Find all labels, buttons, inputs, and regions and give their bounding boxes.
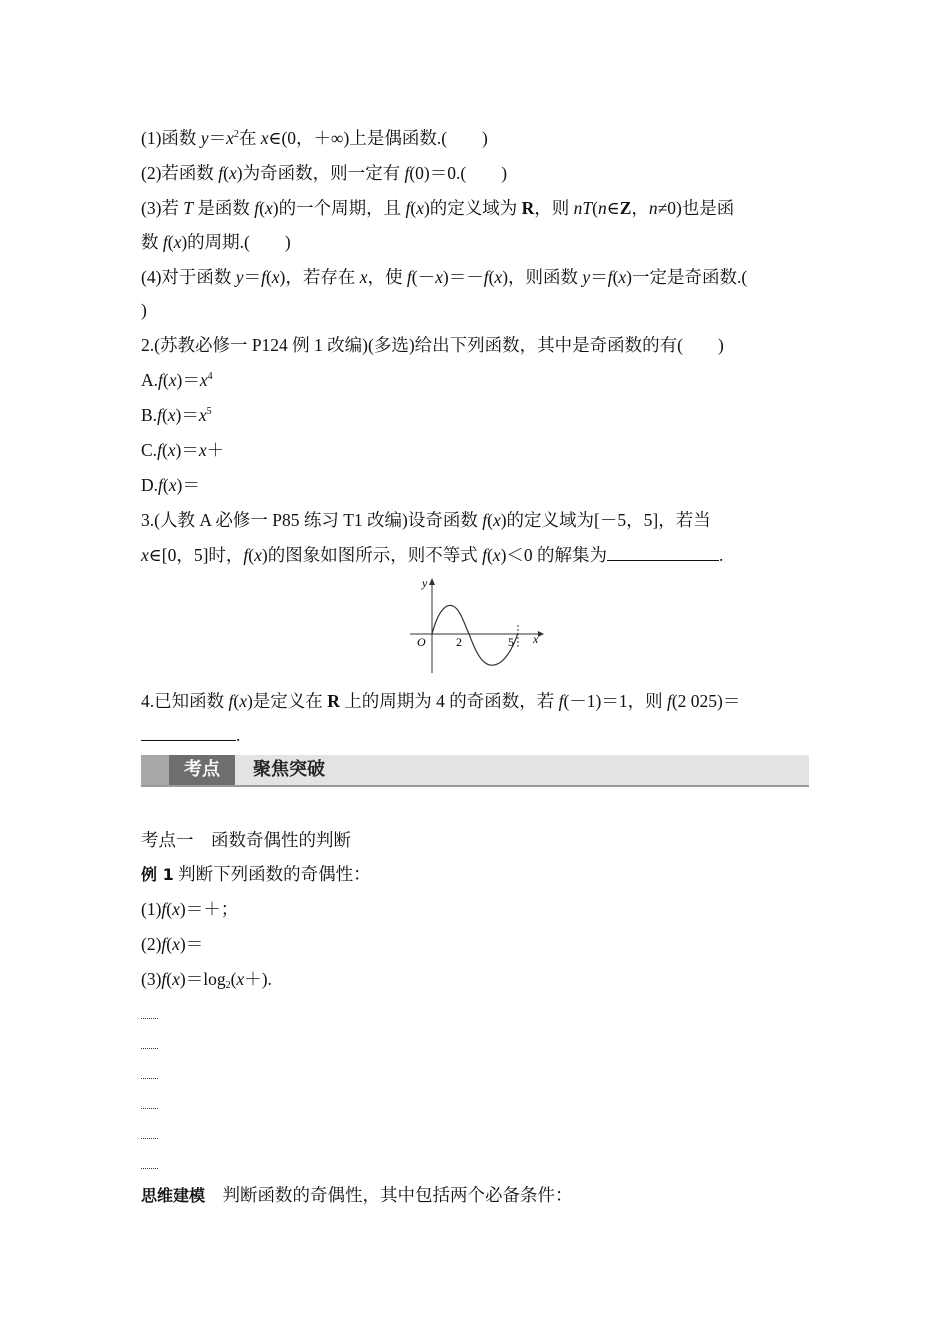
- q1-item-3-line2: 数 f(x)的周期.( ): [141, 232, 291, 252]
- y-axis-label: y: [422, 576, 428, 590]
- q1-item-1: (1)函数 $y=x^2$在 x∈(0，＋∞)上是偶函数.( ): [141, 128, 488, 148]
- function-graph: [398, 573, 548, 677]
- q4-line-1: 4.已知函数 f(x)是定义在 R 上的周期为 4 的奇函数，若 f(－1)＝1，则 f(2 025)＝: [141, 691, 741, 711]
- q3-line-1: 3.(人教 A 必修一 P85 练习 T1 改编)设奇函数 f(x)的定义域为[－5，5]，若当: [141, 510, 711, 530]
- q3-line-2: x∈[0，5]时，f(x)的图象如图所示，则不等式 f(x)＜0 的解集为 .: [141, 545, 724, 565]
- q1-item-2: (2)若函数 f(x)为奇函数，则一定有 f(0)＝0.( ): [141, 163, 508, 183]
- answer-line[interactable]: [141, 1138, 158, 1139]
- answer-line[interactable]: [141, 1078, 158, 1079]
- answer-blank-q4[interactable]: [141, 724, 236, 741]
- answer-line[interactable]: [141, 1018, 158, 1019]
- answer-line[interactable]: [141, 1168, 158, 1169]
- x-axis-arrow: [538, 631, 544, 637]
- example-label: 例 1: [141, 865, 174, 884]
- q1-item-4: (4)对于函数 y＝f(x)，若存在 x，使 f(－x)＝－f(x)，则函数 y＝f(x)一定是奇函数.(: [141, 267, 748, 287]
- tick-label-5: 5: [508, 635, 514, 649]
- section-header-bar: [141, 755, 809, 787]
- answer-blank[interactable]: [607, 544, 719, 561]
- q2-stem: 2.(苏教必修一 P124 例 1 改编)(多选)给出下列函数，其中是奇函数的有( ): [141, 335, 724, 355]
- example-1-item-3: $(3)f(x)=\log_2(x+)$.: [141, 969, 272, 991]
- answer-line[interactable]: [141, 1048, 158, 1049]
- answer-line[interactable]: [141, 1108, 158, 1109]
- kp1-heading: 考点一 函数奇偶性的判断: [141, 830, 351, 850]
- section-tab-decor: [141, 755, 169, 785]
- x-axis-label: x: [533, 632, 539, 646]
- function-curve: [432, 605, 518, 665]
- section-title: 聚焦突破: [253, 759, 325, 780]
- q2-option-b: $B.f(x)=x^5$: [141, 405, 212, 425]
- example-1-item-1: (1)f(x)＝＋；: [141, 899, 239, 919]
- example-1-item-2: (2)f(x)＝: [141, 934, 204, 954]
- q2-option-a: $A.f(x)=x^4$: [141, 370, 213, 390]
- thinking-model-label: 思维建模: [141, 1186, 206, 1205]
- q1-item-4-line2: ): [141, 300, 147, 320]
- thinking-model: 思维建模 判断函数的奇偶性，其中包括两个必备条件：: [141, 1185, 573, 1205]
- origin-label: O: [417, 635, 426, 649]
- q2-option-c: C.f(x)＝x＋: [141, 440, 225, 460]
- q2-option-d: D.f(x)＝: [141, 475, 200, 495]
- y-axis-arrow: [429, 578, 435, 585]
- section-tab: 考点: [169, 755, 235, 785]
- q1-item-3: (3)若 T 是函数 f(x)的一个周期，且 f(x)的定义域为 R，则 nT(n∈Z，n≠0)也是函: [141, 198, 735, 218]
- q4-line-2: .: [141, 724, 240, 746]
- example-1-prompt: 例 1 判断下列函数的奇偶性：: [141, 864, 371, 884]
- tick-label-2: 2: [456, 635, 462, 649]
